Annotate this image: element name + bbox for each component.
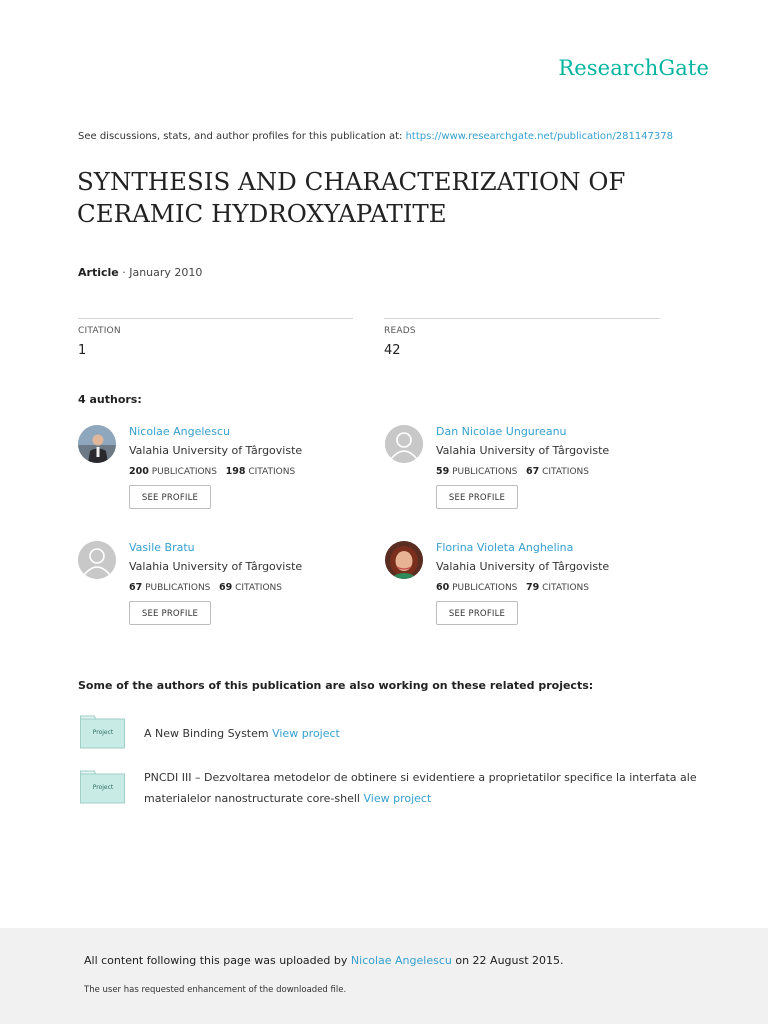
- upload-prefix: All content following this page was uploaded by: [84, 954, 351, 967]
- publications-label: PUBLICATIONS: [145, 583, 211, 593]
- see-profile-button[interactable]: SEE PROFILE: [436, 601, 518, 625]
- citations-label: CITATIONS: [248, 467, 296, 477]
- author-stats: [436, 582, 589, 593]
- citation-label: CITATION: [78, 326, 121, 336]
- view-project-link[interactable]: View project: [272, 727, 340, 740]
- author-card: [385, 425, 685, 525]
- citations-label: CITATIONS: [542, 583, 589, 593]
- reads-count: 42: [384, 343, 401, 358]
- author-affiliation: Valahia University of Târgoviste: [129, 444, 303, 457]
- title-line-1: SYNTHESIS AND CHARACTERIZATION OF: [77, 167, 626, 196]
- project-folder-label: Project: [92, 784, 114, 791]
- publication-title: [77, 166, 697, 230]
- author-affiliation: Valahia University of Târgoviste: [129, 560, 303, 573]
- author-affiliation: Valahia University of Târgoviste: [436, 560, 610, 573]
- publication-type: Article: [78, 266, 119, 279]
- author-card: [78, 541, 378, 641]
- footer-panel: [0, 928, 768, 1024]
- author-affiliation: Valahia University of Târgoviste: [436, 444, 610, 457]
- project-entry: [144, 767, 744, 809]
- publications-label: PUBLICATIONS: [452, 583, 518, 593]
- project-title-line-1: PNCDI III – Dezvoltarea metodelor de obtinere si evidentiere a proprietatilor specifice la interfata ale: [144, 771, 697, 784]
- author-name-link[interactable]: Nicolae Angelescu: [129, 425, 230, 438]
- authors-heading: 4 authors:: [78, 393, 142, 406]
- publication-count: 67: [129, 582, 143, 593]
- project-title: A New Binding System: [144, 727, 273, 740]
- publication-date: January 2010: [129, 266, 203, 279]
- citation-count: 198: [225, 466, 246, 477]
- citations-label: CITATIONS: [542, 467, 589, 477]
- discussion-prefix: See discussions, stats, and author profiles for this publication at:: [78, 131, 406, 142]
- researchgate-logo[interactable]: ResearchGate: [558, 56, 709, 80]
- author-stats: [436, 466, 589, 477]
- author-name-link[interactable]: Dan Nicolae Ungureanu: [436, 425, 567, 438]
- author-card: [78, 425, 378, 525]
- default-user-icon[interactable]: [385, 425, 423, 463]
- enhancement-note: The user has requested enhancement of the downloaded file.: [84, 985, 347, 995]
- publication-meta: [78, 266, 202, 279]
- author-card: [385, 541, 685, 641]
- project-folder-icon[interactable]: [80, 715, 126, 749]
- project-folder-label: Project: [92, 729, 114, 736]
- publications-label: PUBLICATIONS: [151, 467, 217, 477]
- citation-divider: [78, 318, 353, 319]
- citation-count: 1: [78, 343, 87, 358]
- see-profile-button[interactable]: SEE PROFILE: [129, 485, 211, 509]
- author-name-link[interactable]: Vasile Bratu: [129, 541, 195, 554]
- discussion-note: [78, 131, 673, 142]
- reads-label: READS: [384, 326, 416, 336]
- publication-count: 60: [436, 582, 450, 593]
- citation-count: 67: [525, 466, 540, 477]
- reads-divider: [384, 318, 660, 319]
- publication-count: 200: [129, 466, 149, 477]
- project-folder-icon[interactable]: [80, 770, 126, 804]
- see-profile-button[interactable]: SEE PROFILE: [436, 485, 518, 509]
- author-stats: [129, 466, 295, 477]
- photo-man-icon[interactable]: [78, 425, 116, 463]
- author-name-link[interactable]: Florina Violeta Anghelina: [436, 541, 574, 554]
- default-user-icon[interactable]: [78, 541, 116, 579]
- publication-count: 59: [436, 466, 450, 477]
- uploader-link[interactable]: Nicolae Angelescu: [350, 954, 452, 967]
- citations-label: CITATIONS: [235, 583, 282, 593]
- photo-woman-icon[interactable]: [385, 541, 423, 579]
- projects-heading: Some of the authors of this publication are also working on these related projects:: [78, 679, 594, 692]
- project-entry: [144, 723, 340, 744]
- project-title-line-2: materialelor nanostructurate core-shell: [144, 792, 364, 805]
- publications-label: PUBLICATIONS: [452, 467, 518, 477]
- citation-count: 69: [218, 582, 233, 593]
- publication-url-link[interactable]: https://www.researchgate.net/publication/281147378: [405, 131, 673, 142]
- see-profile-button[interactable]: SEE PROFILE: [129, 601, 211, 625]
- citation-count: 79: [525, 582, 540, 593]
- view-project-link[interactable]: View project: [363, 792, 432, 805]
- meta-separator: ·: [118, 266, 130, 279]
- upload-suffix: on 22 August 2015.: [451, 954, 564, 967]
- author-stats: [129, 582, 282, 593]
- upload-note: [84, 954, 564, 967]
- title-line-2: CERAMIC HYDROXYAPATITE: [77, 199, 447, 228]
